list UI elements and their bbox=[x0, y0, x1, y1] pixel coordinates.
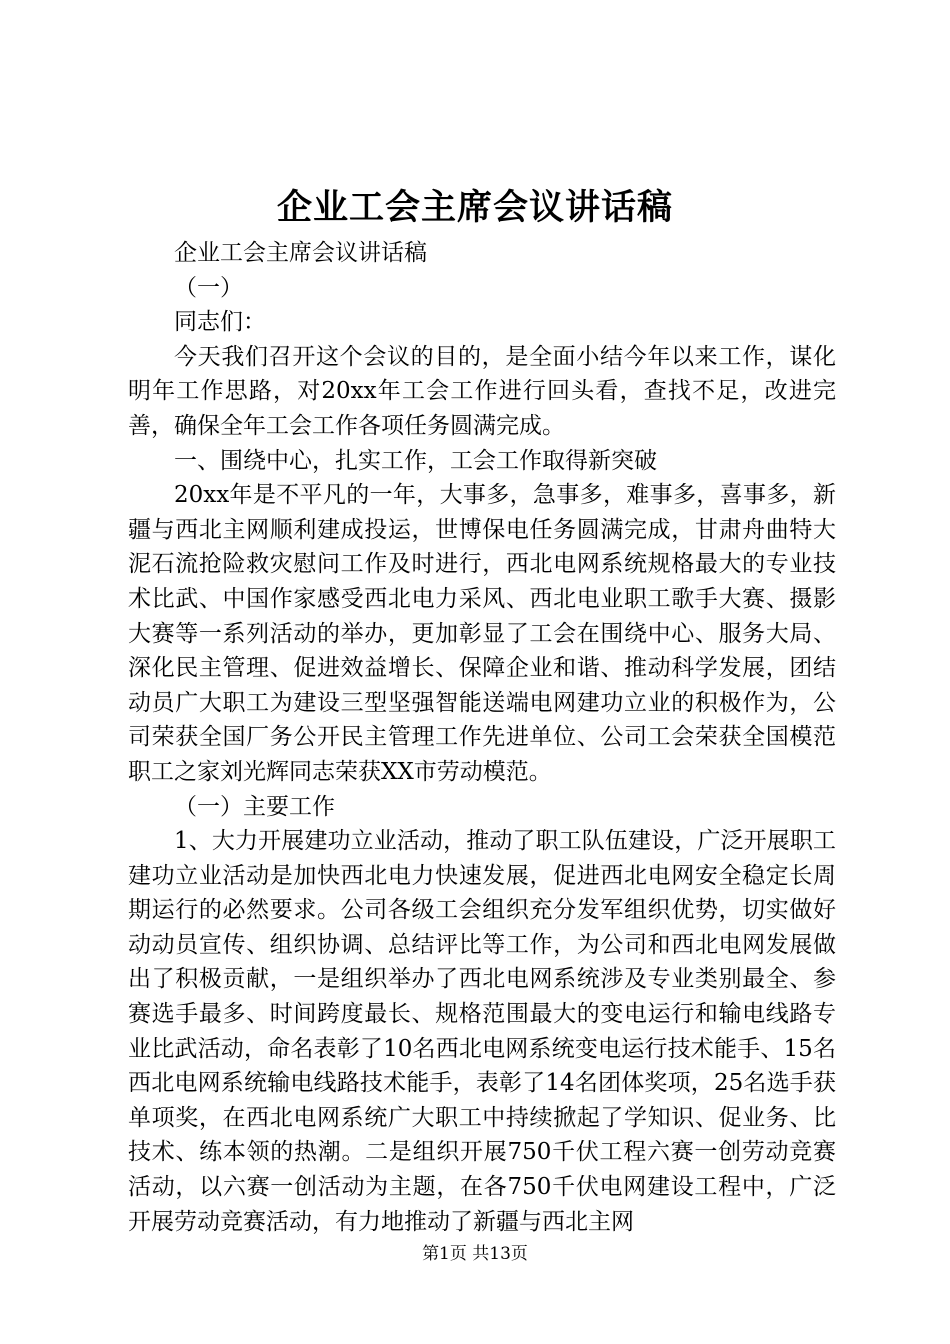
document-title: 企业工会主席会议讲话稿 bbox=[276, 187, 673, 228]
body-paragraph: 1、大力开展建功立业活动，推动了职工队伍建设，广泛开展职工建功立业活动是加快西北电力快速发展，促进西北电网安全稳定长周期运行的必然要求。公司各级工会组织充分发军组织优势，切实做好动动员宣传、组织协调、总结评比等工作，为公司和西北电网发展做出了积极贡献，一是组织举办了西北电网系统涉及专业类别最全、参赛选手最多、时间跨度最长、规格范围最大的变电运行和输电线路专业比武活动，命名表彰了10名西北电网系统变电运行技术能手、15名西北电网系统输电线路技术能手，表彰了14名团体奖项，25名选手获单项奖，在西北电网系统广大职工中持续掀起了学知识、促业务、比技术、练本领的热潮。二是组织开展750千伏工程六赛一创劳动竞赛活动，以六赛一创活动为主题，在各750千伏电网建设工程中，广泛开展劳动竞赛活动，有力地推动了新疆与西北主网 bbox=[128, 828, 836, 1235]
section-number-paragraph: （一） bbox=[174, 274, 243, 301]
subtitle-paragraph: 企业工会主席会议讲话稿 bbox=[174, 240, 427, 266]
body-paragraph: 20xx年是不平凡的一年，大事多，急事多，难事多，喜事多，新疆与西北主网顺利建成投运，世博保电任务圆满完成，甘肃舟曲特大泥石流抢险救灾慰问工作及时进行，西北电网系统规格最大的专业技术比武、中国作家感受西北电力采风、西北电业职工歌手大赛、摄影大赛等一系列活动的举办，更加彰显了工会在围绕中心、服务大局、深化民主管理、促进效益增长、保障企业和谐、推动科学发展，团结动员广大职工为建设三型坚强智能送端电网建功立业的积极作为，公司荣获全国厂务公开民主管理工作先进单位、公司工会荣获全国模范职工之家刘光辉同志荣获XX市劳动模范。 bbox=[128, 482, 836, 785]
salutation-paragraph: 同志们： bbox=[174, 309, 266, 336]
document-body bbox=[128, 236, 836, 1239]
heading-paragraph: 一、围绕中心，扎实工作，工会工作取得新突破 bbox=[174, 447, 657, 474]
subheading-paragraph: （一）主要工作 bbox=[174, 793, 335, 820]
intro-paragraph: 今天我们召开这个会议的目的，是全面小结今年以来工作，谋化明年工作思路，对20xx年工会工作进行回头看，查找不足，改进完善，确保全年工会工作各项任务圆满完成。 bbox=[128, 343, 836, 439]
page-number-footer: 第1页 共13页 bbox=[422, 1244, 528, 1264]
